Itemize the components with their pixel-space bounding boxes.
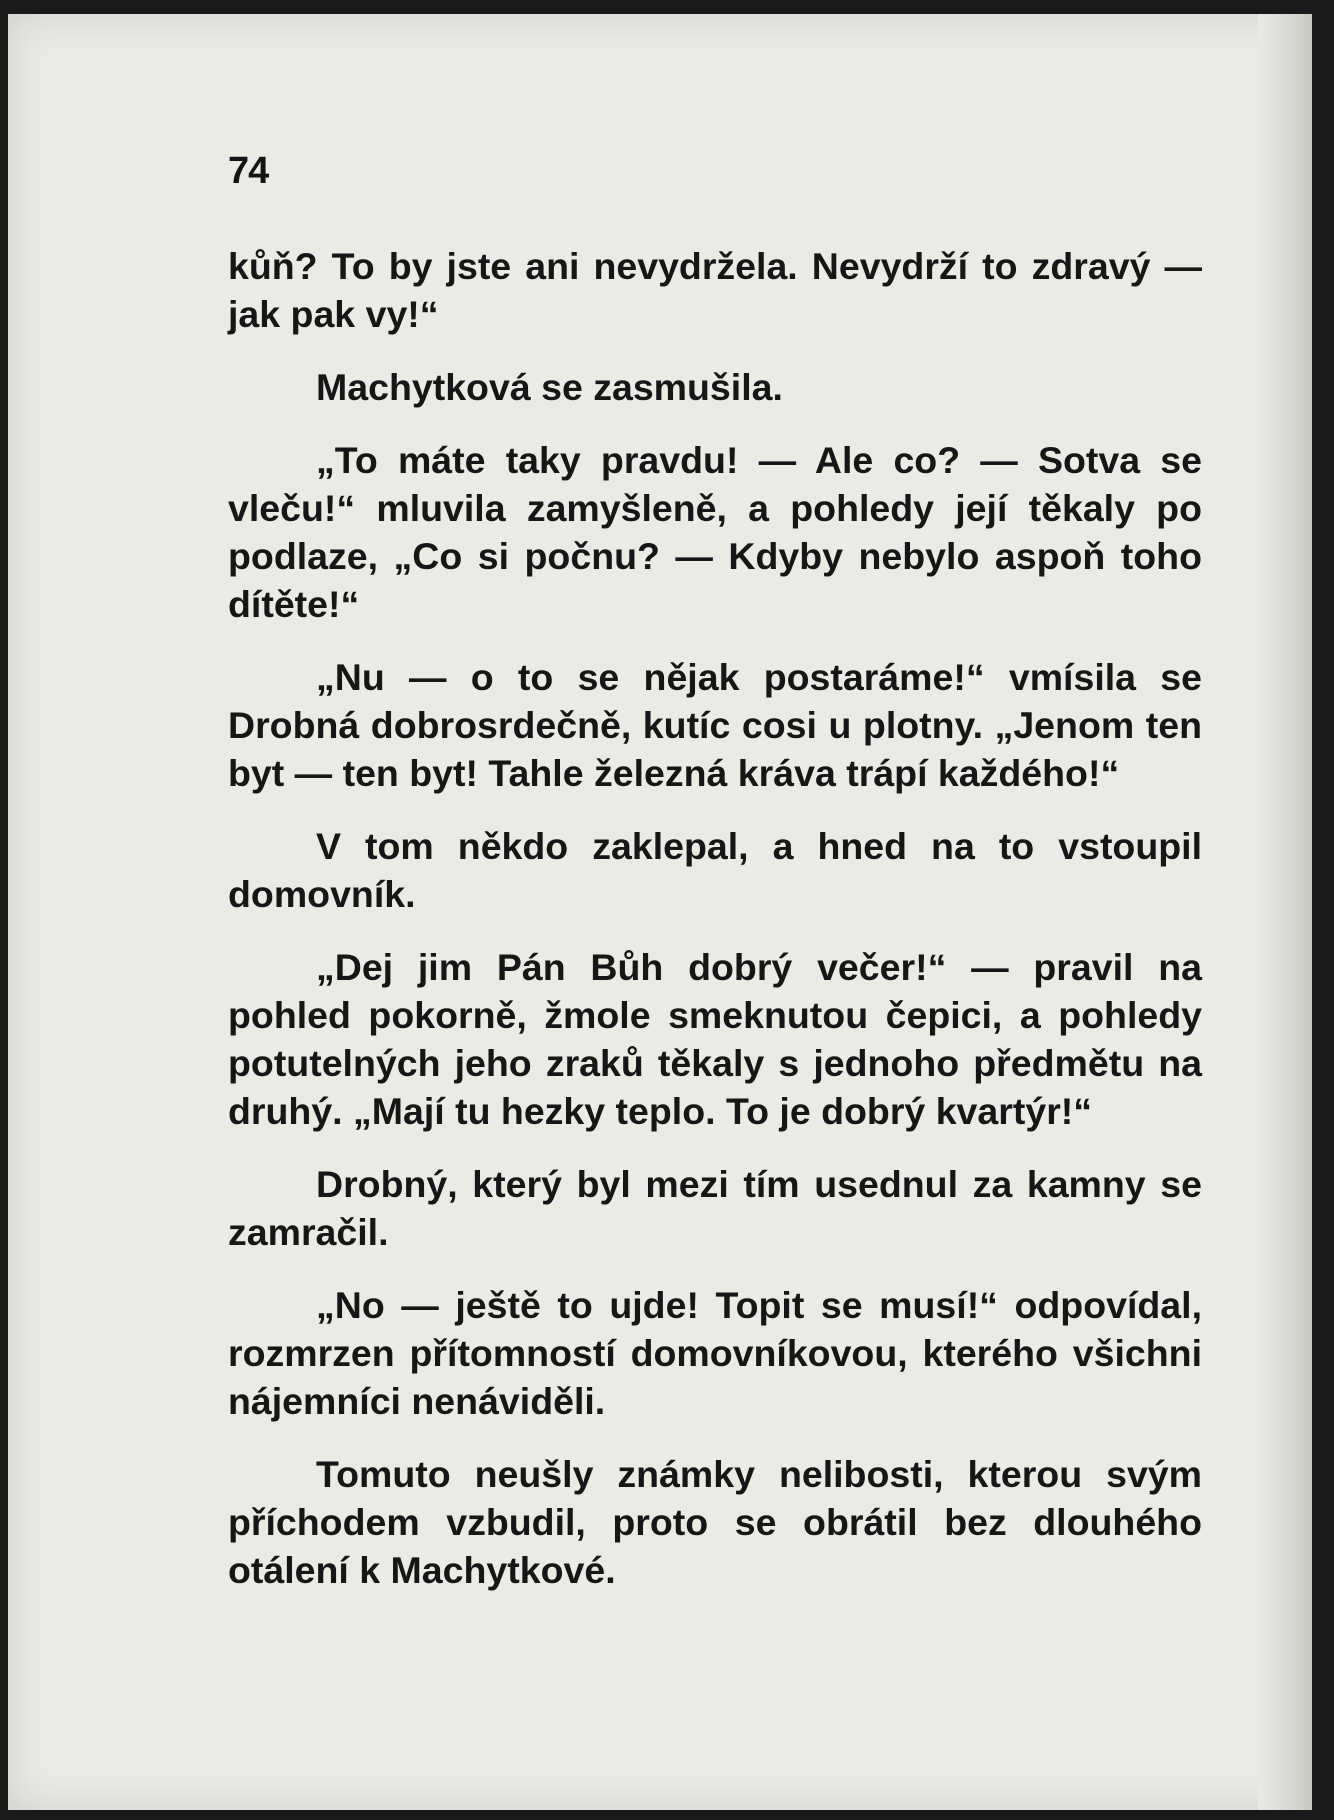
- paragraph: „Nu — o to se nějak postaráme!“ vmísila se Drobná dobrosrdečně, kutíc cosi u plotny. „Jenom ten byt — ten byt! Tahle železná kráva trápí každého!“: [228, 656, 1202, 794]
- paragraph: kůň? To by jste ani nevydržela. Nevydrží to zdravý — jak pak vy!“: [228, 245, 1202, 335]
- body-text: [228, 242, 1202, 1594]
- paragraph: „No — ještě to ujde! Topit se musí!“ odpovídal, rozmrzen přítomností domovníkovou, kterého všichni nájemníci nenáviděli.: [228, 1284, 1202, 1422]
- paragraph: Drobný, který byl mezi tím usednul za kamny se zamračil.: [228, 1163, 1202, 1253]
- paragraph: „To máte taky pravdu! — Ale co? — Sotva se vleču!“ mluvila zamyšleně, a pohledy její těkaly po podlaze, „Co si počnu? — Kdyby nebylo aspoň toho dítěte!“: [228, 439, 1202, 625]
- page-number: 74: [228, 150, 269, 192]
- paragraph: Tomuto neušly známky nelibosti, kterou svým příchodem vzbudil, proto se obrátil bez dlouhého otálení k Machytkové.: [228, 1453, 1202, 1591]
- paragraph: Machytková se zasmušila.: [316, 366, 783, 408]
- paragraph: „Dej jim Pán Bůh dobrý večer!“ — pravil na pohled pokorně, žmole smeknutou čepici, a pohledy potutelných jeho zraků těkaly s jednoho předmětu na druhý. „Mají tu hezky teplo. To je dobrý kvartýr!“: [228, 946, 1202, 1132]
- paragraph: V tom někdo zaklepal, a hned na to vstoupil domovník.: [228, 825, 1202, 915]
- page-edge-shadow: [1258, 14, 1312, 1810]
